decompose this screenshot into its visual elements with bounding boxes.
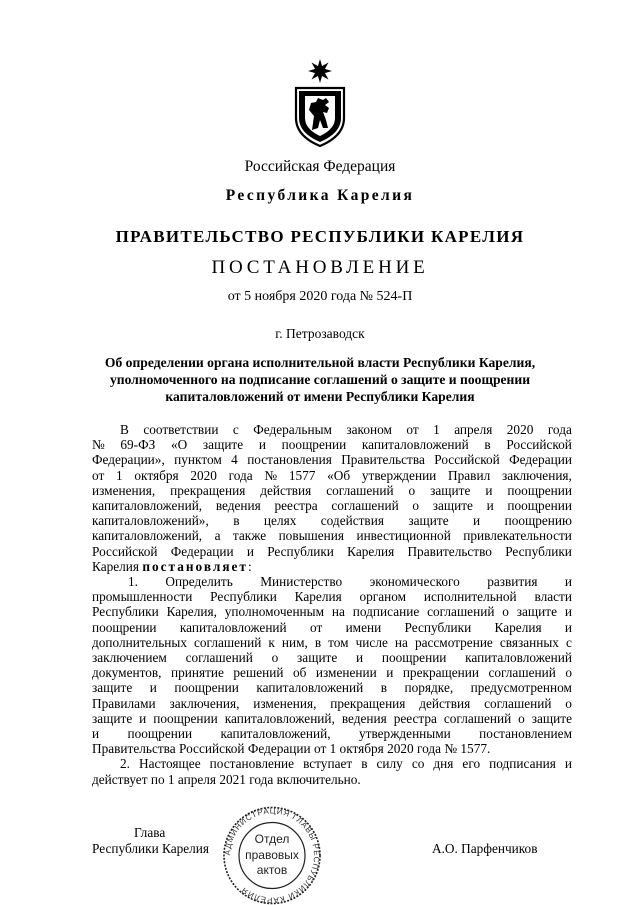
text-line bbox=[92, 635, 572, 650]
text-word: капиталовложений, bbox=[92, 498, 203, 514]
text-word: о bbox=[502, 604, 509, 620]
text-word: капиталовложений bbox=[256, 680, 364, 696]
text-word: соответствии bbox=[143, 422, 219, 437]
text-word: в bbox=[233, 513, 240, 529]
text-line bbox=[92, 650, 572, 665]
text-word: и bbox=[356, 650, 364, 666]
text-word: постановление bbox=[209, 756, 295, 772]
text-word: Республики bbox=[267, 543, 334, 559]
text-word: от bbox=[92, 467, 105, 483]
text-word: ним, bbox=[281, 634, 308, 650]
text-line bbox=[92, 604, 572, 619]
signatory-name: А.О. Парфенчиков bbox=[432, 841, 538, 856]
text-word: и bbox=[386, 665, 394, 681]
text-line bbox=[92, 574, 572, 589]
text-word: о bbox=[271, 650, 279, 666]
text-word: утвержденными bbox=[359, 726, 451, 742]
text-word: реестра bbox=[393, 710, 437, 726]
text-word: и bbox=[485, 482, 493, 498]
text-word: изменения, bbox=[253, 695, 317, 711]
text-word: Карелия bbox=[294, 589, 342, 605]
text-word: Карелия, bbox=[166, 604, 217, 620]
item-1-paragraph bbox=[92, 574, 572, 756]
preamble-paragraph bbox=[92, 422, 572, 574]
text-word: прекращении bbox=[402, 665, 479, 681]
text-word: и bbox=[564, 756, 572, 772]
text-word: привлекательности bbox=[463, 528, 572, 544]
text-word: Федеральным bbox=[253, 422, 332, 437]
text-word: о bbox=[408, 482, 416, 498]
text-word: Российской bbox=[92, 543, 158, 559]
official-stamp bbox=[214, 806, 330, 905]
text-word: исполнительной bbox=[423, 589, 517, 605]
text-word: органом bbox=[359, 589, 407, 605]
text-word: и bbox=[564, 604, 572, 620]
document-subject bbox=[100, 354, 540, 405]
text-word: Правительства bbox=[341, 452, 425, 468]
text-word: заключения, bbox=[501, 467, 572, 483]
text-word: целях bbox=[263, 513, 297, 529]
text-word: прекращения bbox=[170, 482, 246, 498]
text-word: имени bbox=[345, 619, 382, 635]
republic-name: Республика Карелия bbox=[225, 187, 415, 204]
text-word: решений bbox=[233, 665, 284, 681]
text-word: экономического bbox=[369, 574, 460, 590]
text-word: 2020 bbox=[506, 422, 534, 437]
text-word: и bbox=[149, 680, 157, 696]
text-line bbox=[92, 544, 572, 559]
text-word: и bbox=[92, 726, 100, 742]
text-word: защите bbox=[92, 710, 133, 726]
text-line bbox=[92, 483, 572, 498]
text-line bbox=[92, 756, 572, 771]
text-word: Российской bbox=[434, 452, 500, 468]
document-body bbox=[92, 422, 572, 787]
text-line bbox=[92, 468, 572, 483]
text-word: апреля bbox=[454, 422, 493, 437]
text-line bbox=[92, 528, 572, 543]
text-word: соглашений bbox=[427, 604, 495, 620]
text-word: о bbox=[412, 498, 420, 514]
text-word: Российской bbox=[506, 437, 572, 453]
text-word: соглашений bbox=[488, 665, 556, 681]
text-word: прекращения bbox=[330, 695, 406, 711]
text-word: защите bbox=[430, 482, 471, 498]
text-word: повышения bbox=[278, 528, 345, 544]
text-word: 1. bbox=[128, 574, 138, 590]
text-word: и bbox=[246, 543, 254, 559]
text-word: «О bbox=[170, 437, 188, 453]
text-word: поощрении bbox=[174, 680, 239, 696]
text-word: поощрении bbox=[127, 726, 193, 742]
text-word: поощрении bbox=[281, 437, 347, 453]
text-word: Республики bbox=[92, 604, 159, 620]
item-1-last-line: Правительства Российской Федерации от 1 октября 2020 года № 1577. bbox=[92, 741, 491, 757]
text-word: защите bbox=[297, 650, 338, 666]
text-word: его bbox=[462, 756, 481, 772]
text-word: с bbox=[565, 634, 572, 650]
text-word: Правительство bbox=[407, 543, 492, 559]
text-word: поощрению bbox=[504, 513, 572, 529]
text-word: капиталовложений», bbox=[92, 513, 209, 529]
text-word: поощрении bbox=[507, 482, 572, 498]
signatory-title-line: Глава bbox=[134, 825, 166, 840]
text-word: капиталовложений bbox=[179, 619, 287, 635]
text-word: защите bbox=[531, 710, 572, 726]
text-word: и bbox=[258, 437, 266, 453]
text-line bbox=[92, 680, 572, 695]
text-word: связанных bbox=[499, 634, 559, 650]
text-word: власти bbox=[534, 589, 572, 605]
text-word: дополнительных bbox=[92, 634, 187, 650]
text-word: Определить bbox=[165, 574, 233, 590]
text-word: утверждении bbox=[361, 467, 437, 483]
text-word: действия bbox=[419, 695, 471, 711]
coat-of-arms-icon bbox=[292, 58, 348, 148]
text-word: защите bbox=[92, 680, 133, 696]
text-word: подписание bbox=[352, 604, 420, 620]
text-word: в bbox=[380, 680, 388, 696]
text-word: действия bbox=[260, 482, 312, 498]
text-word: 1 bbox=[433, 422, 440, 437]
text-word: изменения, bbox=[92, 482, 156, 498]
text-word: октября bbox=[134, 467, 179, 483]
text-word: и bbox=[564, 619, 572, 635]
text-word: также bbox=[232, 528, 267, 544]
document-city: г. Петрозаводск bbox=[275, 326, 365, 341]
text-word: № bbox=[92, 437, 105, 453]
text-word: Республики bbox=[210, 589, 277, 605]
text-word: и bbox=[564, 574, 572, 590]
text-word: 2. bbox=[120, 756, 130, 772]
text-line bbox=[92, 452, 572, 467]
text-word: поощрении bbox=[153, 710, 218, 726]
text-word: защите bbox=[516, 604, 558, 620]
text-word: и bbox=[473, 513, 481, 529]
text-word: уполномоченным bbox=[224, 604, 325, 620]
text-word: постановления bbox=[247, 452, 332, 468]
text-word: документов, bbox=[92, 665, 162, 681]
document-type: ПОСТАНОВЛЕНИЕ bbox=[211, 257, 429, 278]
document-date: от 5 ноября 2020 года № 524-П bbox=[227, 289, 413, 304]
text-word: Карелия bbox=[494, 619, 542, 635]
text-word: реестра bbox=[274, 498, 318, 514]
text-word: в bbox=[484, 437, 491, 453]
text-word: В bbox=[120, 422, 129, 437]
text-word: в bbox=[314, 634, 322, 650]
text-line bbox=[92, 589, 572, 604]
text-word: года bbox=[228, 467, 253, 483]
text-word: Республики bbox=[404, 619, 472, 635]
text-word: соглашений bbox=[331, 498, 399, 514]
text-line bbox=[92, 620, 572, 635]
text-word: «Об bbox=[327, 467, 351, 483]
text-word: числе bbox=[355, 634, 388, 650]
stamp-text: правовых bbox=[245, 848, 299, 862]
text-word: на bbox=[394, 634, 408, 650]
text-word: принятие bbox=[170, 665, 224, 681]
text-line bbox=[92, 711, 572, 726]
text-word: от bbox=[309, 619, 323, 635]
text-word: Правилами bbox=[92, 695, 156, 711]
text-word: соглашений bbox=[326, 482, 394, 498]
item-2-last-line: действует по 1 апреля 2021 года включительно. bbox=[92, 771, 361, 787]
text-line bbox=[92, 665, 572, 680]
text-word: защите bbox=[408, 513, 449, 529]
text-word: постановлением bbox=[479, 726, 572, 742]
text-word: соглашений bbox=[443, 710, 512, 726]
country-name: Российская Федерация bbox=[244, 158, 396, 175]
text-word: соглашений bbox=[185, 650, 253, 666]
text-word: подписания bbox=[489, 756, 556, 772]
text-word: промышленности bbox=[92, 589, 193, 605]
signatory-title bbox=[92, 825, 209, 857]
text-word: капиталовложений, bbox=[220, 726, 331, 742]
subject-line: капиталовложений от имени Республики Карелия bbox=[165, 389, 475, 404]
text-word: Настоящее bbox=[139, 756, 201, 772]
text-word: вступает bbox=[303, 756, 353, 772]
text-word: Федерации bbox=[509, 452, 572, 468]
text-word: силу bbox=[376, 756, 403, 772]
text-word: поощрении bbox=[507, 498, 572, 514]
text-word: о bbox=[565, 665, 572, 681]
text-word: Карелия bbox=[347, 543, 395, 559]
text-word: 1 bbox=[116, 467, 123, 483]
text-word: 2020 bbox=[190, 467, 217, 483]
text-word: поощрении bbox=[92, 619, 157, 635]
text-word: соглашений bbox=[484, 695, 552, 711]
text-word: и bbox=[486, 498, 494, 514]
text-word: к bbox=[268, 634, 275, 650]
text-word: поощрении bbox=[381, 650, 447, 666]
stamp-text: Отдел bbox=[254, 832, 290, 846]
government-title: ПРАВИТЕЛЬСТВО РЕСПУБЛИКИ КАРЕЛИЯ bbox=[115, 227, 525, 246]
text-word: защите bbox=[432, 498, 473, 514]
preamble-last-line: Карелия постановляет: bbox=[92, 558, 252, 574]
text-line bbox=[92, 422, 572, 437]
text-word: том bbox=[328, 634, 349, 650]
text-word: со bbox=[411, 756, 425, 772]
text-word: 69-ФЗ bbox=[120, 437, 156, 453]
text-word: года bbox=[547, 422, 572, 437]
text-word: Республики bbox=[505, 543, 572, 559]
stamp-ring-text: АДМИНИСТРАЦИЯ ГЛАВЫ РЕСПУБЛИКИ КАРЕЛИЯ bbox=[222, 806, 322, 905]
text-line bbox=[92, 696, 572, 711]
subject-line: Об определении органа исполнительной власти Республики Карелия, bbox=[104, 355, 536, 370]
text-word: предусмотренном bbox=[470, 680, 572, 696]
text-line bbox=[92, 726, 572, 741]
text-word: содействия bbox=[320, 513, 384, 529]
text-line bbox=[92, 437, 572, 452]
text-word: защите bbox=[202, 437, 244, 453]
text-word: о bbox=[565, 695, 572, 711]
text-word: с bbox=[232, 422, 239, 437]
text-word: 1577 bbox=[288, 467, 316, 483]
text-word: изменении bbox=[315, 665, 377, 681]
text-word: заключением bbox=[92, 650, 167, 666]
text-word: и bbox=[139, 710, 147, 726]
text-word: в bbox=[361, 756, 368, 772]
text-word: дня bbox=[433, 756, 454, 772]
signatory-title-line: Республики Карелия bbox=[92, 841, 210, 856]
text-word: Федерации bbox=[170, 543, 234, 559]
text-word: а bbox=[214, 528, 221, 544]
text-word: капиталовложений bbox=[465, 650, 572, 666]
text-word: капиталовложений, bbox=[92, 528, 203, 544]
text-word: развития bbox=[487, 574, 538, 590]
text-word: законом bbox=[346, 422, 392, 437]
text-line bbox=[92, 513, 572, 528]
text-word: капиталовложений, bbox=[224, 710, 335, 726]
text-word: ведения bbox=[215, 498, 261, 514]
subject-line: уполномоченного на подписание соглашений о защите и поощрении bbox=[109, 372, 531, 387]
text-word: ведения bbox=[341, 710, 387, 726]
text-word: 4 bbox=[231, 452, 238, 468]
text-word: пунктом bbox=[174, 452, 222, 468]
text-word: о bbox=[518, 710, 525, 726]
text-word: № bbox=[264, 467, 278, 483]
text-word: Правил bbox=[448, 467, 491, 483]
text-line bbox=[92, 498, 572, 513]
text-word: Министерство bbox=[260, 574, 343, 590]
text-word: капиталовложений bbox=[361, 437, 469, 453]
text-word: соглашений bbox=[194, 634, 262, 650]
text-word: заключения, bbox=[169, 695, 240, 711]
decree-keyword: постановляет bbox=[142, 558, 248, 574]
text-word: Федерации», bbox=[92, 452, 165, 468]
text-word: рассмотрение bbox=[414, 634, 493, 650]
text-word: об bbox=[292, 665, 307, 681]
text-word: на bbox=[331, 604, 345, 620]
stamp-text: актов bbox=[256, 863, 288, 877]
item-2-paragraph bbox=[92, 756, 572, 786]
text-word: порядке, bbox=[404, 680, 454, 696]
text-word: инвестиционной bbox=[356, 528, 451, 544]
text-word: от bbox=[406, 422, 419, 437]
